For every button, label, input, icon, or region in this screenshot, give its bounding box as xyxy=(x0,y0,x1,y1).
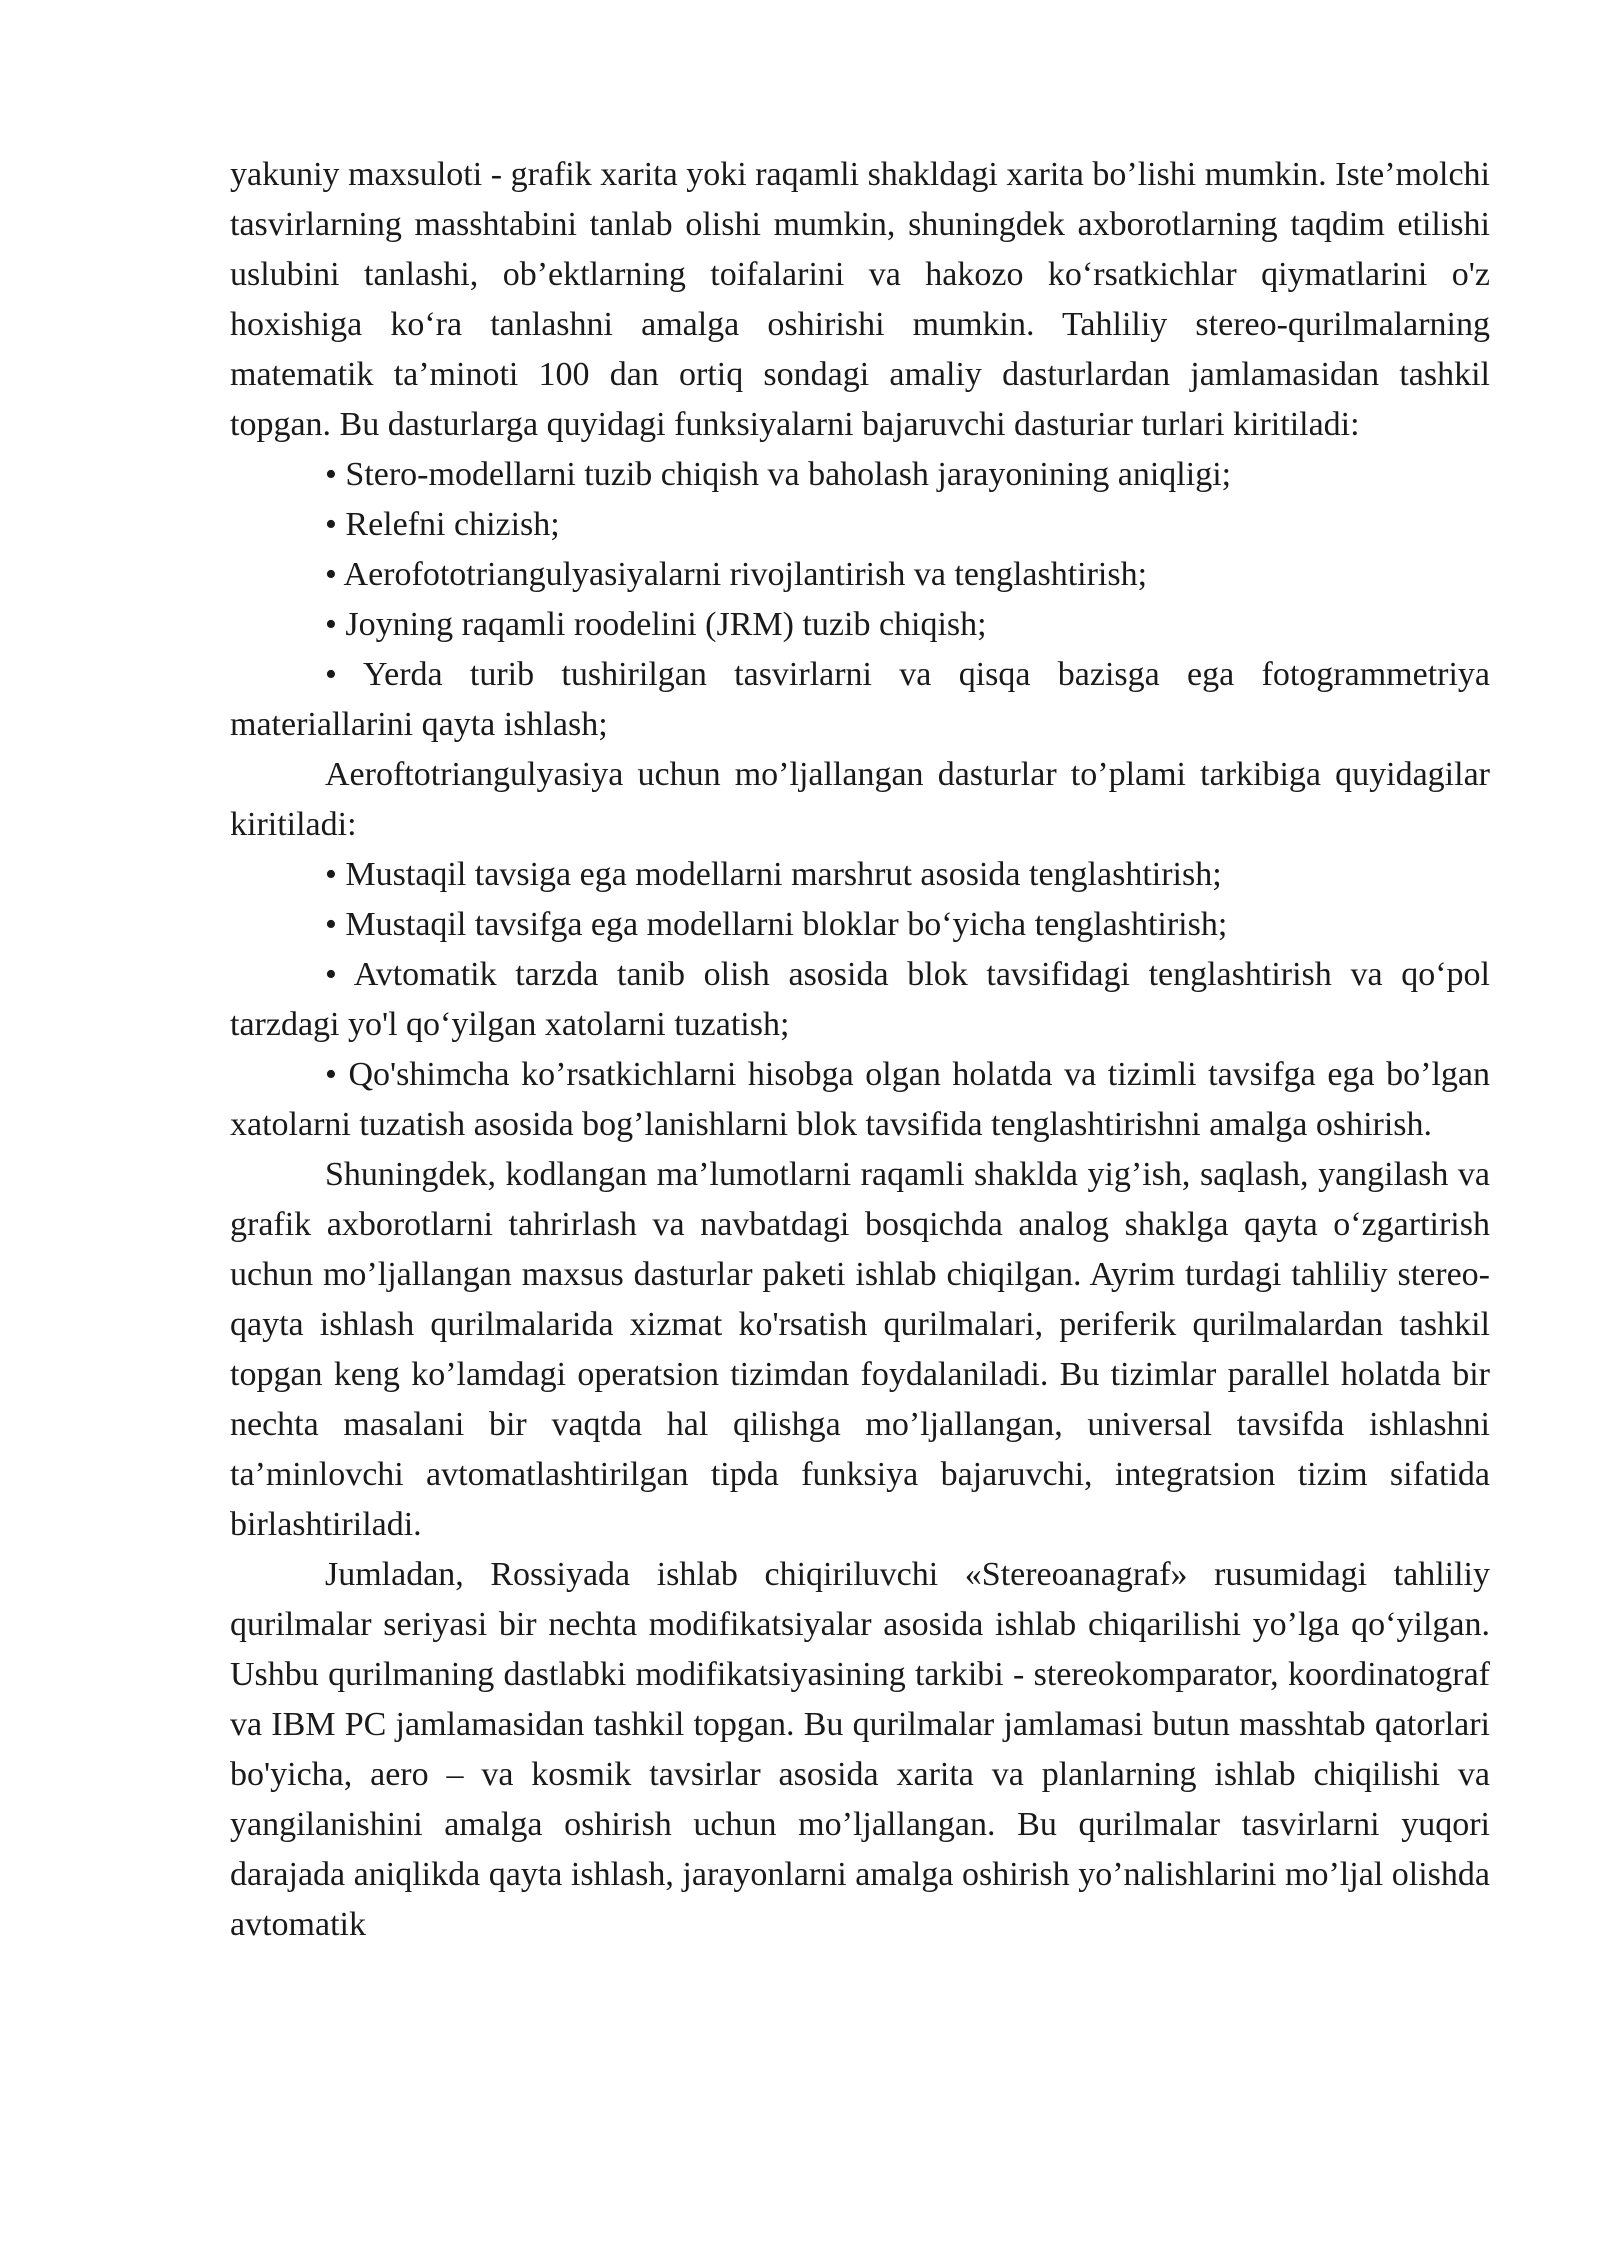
aerotriangulation-paragraph: Aeroftotriangulyasiya uchun mo’ljallangan dasturlar to’plami tarkibiga quyidagilar kiritiladi: xyxy=(230,756,1490,843)
list-item: • Mustaqil tavsiga ega modellarni marshrut asosida tenglashtirish; xyxy=(325,856,1222,893)
list-item: • Joyning raqamli roodelini (JRM) tuzib chiqish; xyxy=(325,606,987,643)
list-item: • Relefni chizish; xyxy=(325,506,560,543)
list-item: • Avtomatik tarzda tanib olish asosida blok tavsifidagi tenglashtirish va qo‘pol tarzdagi yo'l qo‘yilgan xatolarni tuzatish; xyxy=(230,956,1490,1043)
list-item: • Stero-modellarni tuzib chiqish va baholash jarayonining aniqligi; xyxy=(325,456,1232,493)
body-paragraph-jumladan: Jumladan, Rossiyada ishlab chiqiriluvchi «Stereoanagraf» rusumidagi tahliliy qurilmalar seriyasi bir nechta modifikatsiyalar asosida ishlab chiqarilishi yo’lga qo‘yilgan. Ushbu qurilmaning dastlabki modifikatsiyasining tarkibi - stereokomparator, koordinatograf va IBM PC jamlamasidan tashkil topgan. Bu qurilmalar jamlamasi butun masshtab qatorlari bo'yicha, aero – va kosmik tavsirlar asosida xarita va planlarning ishlab chiqilishi va yangilanishini amalga oshirish uchun mo’ljallangan. Bu qurilmalar tasvirlarni yuqori darajada aniqlikda qayta ishlash, jarayonlarni amalga oshirish yo’nalishlarini mo’ljal olishda avtomatik xyxy=(230,1556,1490,1943)
list-item: • Mustaqil tavsifga ega modellarni bloklar bo‘yicha tenglashtirish; xyxy=(325,906,1228,943)
list-item: • Yerda turib tushirilgan tasvirlarni va qisqa bazisga ega fotogrammetriya materiallarini qayta ishlash; xyxy=(230,656,1490,743)
document-page xyxy=(230,150,1490,1950)
list-item: • Aerofototriangulyasiyalarni rivojlantirish va tenglashtirish; xyxy=(325,556,1148,593)
intro-paragraph: yakuniy maxsuloti - grafik xarita yoki raqamli shakldagi xarita bo’lishi mumkin. Iste’molchi tasvirlarning masshtabini tanlab olishi mumkin, shuningdek axborotlarning taqdim etilishi uslubini tanlashi, ob’ektlarning toifalarini va hakozo ko‘rsatkichlar qiymatlarini o'z hoxishiga ko‘ra tanlashni amalga oshirishi mumkin. Tahliliy stereo-qurilmalarning matematik ta’minoti 100 dan ortiq sondagi amaliy dasturlardan jamlamasidan tashkil topgan. Bu dasturlarga quyidagi funksiyalarni bajaruvchi dasturiar turlari kiritiladi: xyxy=(230,156,1490,443)
aerotriangulation-list xyxy=(230,850,1490,1150)
body-paragraph-shuningdek: Shuningdek, kodlangan ma’lumotlarni raqamli shaklda yig’ish, saqlash, yangilash va grafik axborotlarni tahrirlash va navbatdagi bosqichda analog shaklga qayta o‘zgartirish uchun mo’ljallangan maxsus dasturlar paketi ishlab chiqilgan. Ayrim turdagi tahliliy stereo-qayta ishlash qurilmalarida xizmat ko'rsatish qurilmalari, periferik qurilmalardan tashkil topgan keng ko’lamdagi operatsion tizimdan foydalaniladi. Bu tizimlar parallel holatda bir nechta masalani bir vaqtda hal qilishga mo’ljallangan, universal tavsifda ishlashni ta’minlovchi avtomatlashtirilgan tipda funksiya bajaruvchi, integratsion tizim sifatida birlashtiriladi. xyxy=(230,1156,1490,1543)
list-item: • Qo'shimcha ko’rsatkichlarni hisobga olgan holatda va tizimli tavsifga ega bo’lgan xatolarni tuzatish asosida bog’lanishlarni blok tavsifida tenglashtirishni amalga oshirish. xyxy=(230,1056,1490,1143)
program-types-list xyxy=(230,450,1490,750)
